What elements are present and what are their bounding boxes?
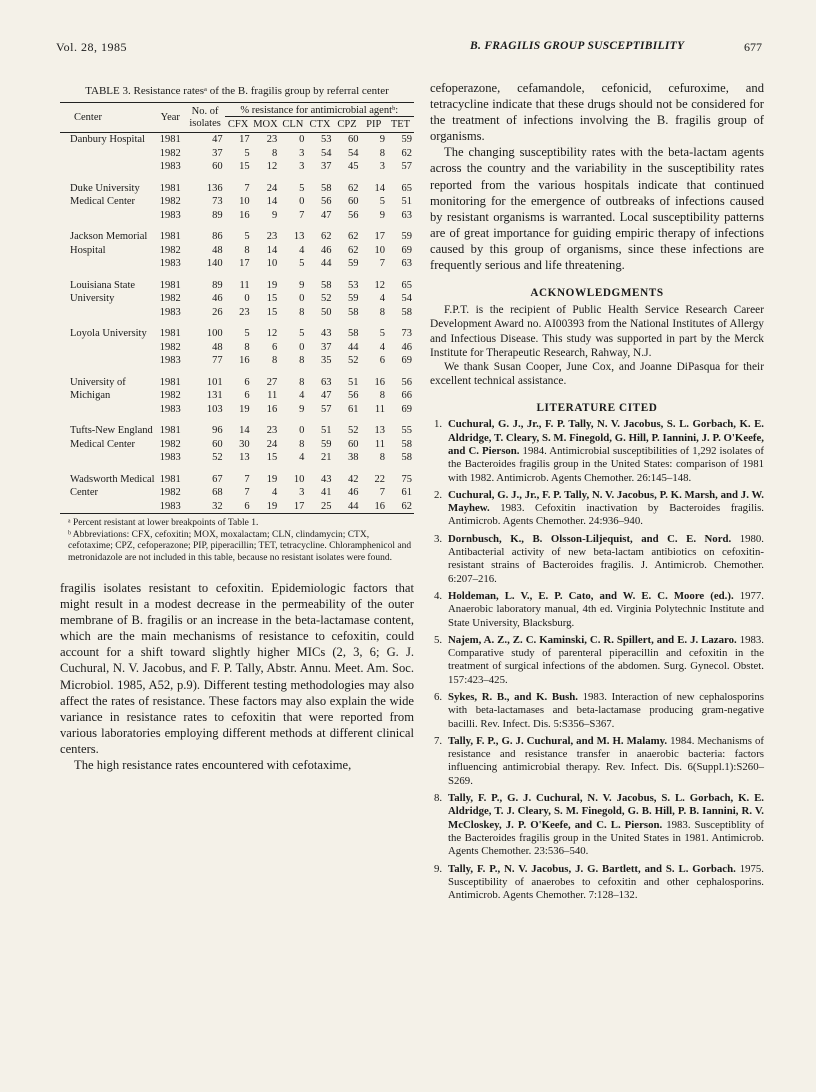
- isolates-cell: 26: [212, 306, 223, 318]
- value-cell: 59: [401, 134, 412, 145]
- year-cell: 1982: [159, 487, 181, 498]
- reference-number: 1.: [434, 418, 443, 431]
- center-name: Jackson Memorial Hospital: [70, 231, 148, 256]
- right-paragraph-2: The changing susceptibility rates with the beta-lactam agents across the country and the variability in the susceptibility rates reported from the various hospitals indicate that continued monitoring for the emergence of outbreaks of infections caused by resistant organisms is warranted. Local susceptibility patterns are of great importance for guiding empiric therapy of infections caused by this group of organisms, since these infections are frequently serious and life threatening.: [430, 145, 764, 273]
- reference-number: 4.: [434, 589, 443, 602]
- value-cell: 58: [321, 182, 332, 194]
- col-spanner: % resistance for antimicrobial agentᵇ:: [225, 103, 414, 117]
- isolates-cell: 136: [206, 182, 223, 194]
- value-cell: 15: [266, 452, 278, 463]
- value-cell: 24: [266, 438, 278, 450]
- value-cell: 16: [239, 355, 250, 366]
- isolates-cell: 48: [212, 244, 223, 256]
- value-cell: 15: [239, 161, 250, 172]
- isolates-cell: 140: [206, 258, 223, 269]
- value-cell: 4: [299, 452, 305, 463]
- value-cell: 10: [266, 258, 278, 269]
- reference-number: 2.: [434, 488, 443, 501]
- year-cell: 1982: [159, 293, 181, 304]
- value-cell: 7: [244, 487, 250, 498]
- value-cell: 63: [401, 258, 412, 269]
- value-cell: 14: [239, 425, 250, 436]
- reference-citation: 1977. Anaerobic laboratory manual, 4th ed. Virginia Polytechnic Institute and State University, Blacksburg.: [448, 589, 764, 629]
- value-cell: 56: [321, 196, 332, 207]
- running-head-volume: Vol. 28, 1985: [56, 40, 127, 54]
- value-cell: 3: [379, 161, 385, 172]
- agent-header-cfx: CFX: [227, 119, 249, 130]
- value-cell: 5: [379, 328, 385, 339]
- value-cell: 62: [401, 147, 412, 159]
- value-cell: 53: [321, 134, 332, 145]
- right-paragraph-1: cefoperazone, cefamandole, cefonicid, cefuroxime, and tetracycline indicate that these drugs should not be considered for the treatment of infections involving the B. fragilis group of organisms.: [430, 81, 764, 144]
- table-row: [60, 376, 414, 390]
- value-cell: 24: [266, 182, 278, 194]
- col-header-year: Year: [160, 112, 180, 123]
- reference-number: 7.: [434, 734, 443, 747]
- agent-header-pip: PIP: [366, 119, 382, 130]
- value-cell: 5: [244, 328, 250, 339]
- reference-item: [430, 691, 764, 731]
- isolates-cell: 47: [212, 134, 223, 145]
- value-cell: 14: [374, 182, 385, 194]
- value-cell: 14: [266, 244, 278, 256]
- value-cell: 3: [299, 161, 305, 172]
- page-number: 677: [744, 40, 762, 54]
- reference-item: [430, 634, 764, 687]
- agent-header-cpz: CPZ: [337, 119, 357, 130]
- value-cell: 60: [348, 134, 359, 145]
- table-caption: TABLE 3. Resistance ratesᵃ of the B. fragilis group by referral center: [85, 85, 389, 97]
- value-cell: 12: [266, 328, 278, 339]
- year-cell: 1982: [159, 438, 181, 450]
- reference-citation: 1983. Cefoxitin inactivation by Bacteroides fragilis. Antimicrob. Agents Chemother. 24:936–940.: [448, 502, 764, 528]
- value-cell: 8: [299, 438, 305, 450]
- isolates-cell: 77: [212, 355, 223, 366]
- year-cell: 1983: [159, 452, 181, 463]
- value-cell: 52: [348, 355, 359, 366]
- value-cell: 4: [299, 390, 305, 401]
- footnote-b: ᵇ Abbreviations: CFX, cefoxitin; MOX, moxalactam; CLN, clindamycin; CTX, cefotaxime; CPZ, cefoperazone; PIP, piperacillin; TET, tetracycline. Chloramphenicol and metronidazole are not included in this table, because no resistant isolates were found.: [68, 529, 412, 563]
- value-cell: 52: [321, 293, 332, 304]
- year-cell: 1981: [159, 231, 181, 242]
- value-cell: 0: [299, 293, 305, 304]
- left-paragraph-2: The high resistance rates encountered with cefotaxime,: [74, 758, 352, 773]
- isolates-cell: 60: [212, 161, 223, 172]
- reference-authors: Cuchural, G. J., Jr., F. P. Tally, N. V. Jacobus, P. K. Marsh, and J. W. Mayhew.: [448, 488, 764, 515]
- value-cell: 23: [266, 425, 278, 436]
- isolates-cell: 52: [212, 452, 223, 463]
- running-head-title: B. FRAGILIS GROUP SUSCEPTIBILITY: [470, 40, 685, 52]
- value-cell: 5: [299, 182, 305, 194]
- reference-item: [430, 533, 764, 586]
- reference-authors: Tally, F. P., G. J. Cuchural, N. V. Jacobus, S. L. Gorbach, K. E. Aldridge, T. J. Cleary, S. M. Finegold, G. B. Hill, P. B. Iannini, R. V. McCloskey, J. P. O'Keefe, and C. L. Pierson.: [448, 792, 764, 831]
- reference-citation: 1975. Susceptibility of anaerobes to cefoxitin and other cephalosporins. Antimicrob. Agents Chemother. 7:128–132.: [448, 862, 764, 902]
- value-cell: 62: [348, 244, 359, 256]
- value-cell: 62: [401, 500, 412, 512]
- isolates-cell: 101: [206, 376, 223, 388]
- value-cell: 3: [299, 147, 305, 159]
- value-cell: 42: [348, 473, 359, 485]
- value-cell: 51: [321, 425, 332, 436]
- value-cell: 23: [266, 134, 278, 145]
- value-cell: 58: [348, 306, 359, 318]
- value-cell: 54: [348, 147, 359, 159]
- value-cell: 8: [299, 355, 305, 366]
- year-cell: 1981: [159, 425, 181, 436]
- value-cell: 62: [321, 231, 332, 242]
- reference-item: [430, 489, 764, 529]
- left-paragraph-1: fragilis isolates resistant to cefoxitin. Epidemiologic factors that might result in a modest decrease in the permeability of the outer membrane of B. fragilis or an increase in the beta-lactamase content, which are the main mechanisms of resistance to cefoxitin, could account for a shift toward slightly higher MICs (2, 3, 6; G. J. Cuchural, N. V. Jacobus, and F. P. Tally, Abstr. Annu. Meet. Am. Soc. Microbiol. 1985, A52, p.9). Different testing methodologies may also affect the rates of resistance. These factors may also explain the wide variance in resistance rates to cefoxitin that were reported from various laboratories employing different methods at different clinical centers.: [60, 581, 414, 756]
- value-cell: 10: [374, 244, 385, 256]
- value-cell: 37: [321, 161, 332, 172]
- value-cell: 4: [379, 341, 385, 353]
- value-cell: 9: [379, 134, 385, 145]
- isolates-cell: 48: [212, 341, 223, 353]
- year-cell: 1983: [159, 209, 181, 221]
- value-cell: 44: [348, 341, 359, 353]
- value-cell: 50: [321, 306, 332, 318]
- value-cell: 0: [299, 134, 305, 145]
- table-row: [60, 327, 414, 341]
- value-cell: 19: [266, 279, 278, 291]
- value-cell: 43: [321, 473, 332, 485]
- year-cell: 1982: [159, 390, 181, 401]
- table-footnotes: [60, 518, 414, 564]
- year-cell: 1981: [159, 376, 181, 388]
- value-cell: 8: [244, 341, 250, 353]
- value-cell: 17: [239, 258, 250, 269]
- value-cell: 65: [401, 279, 412, 291]
- value-cell: 11: [239, 279, 250, 291]
- ack-paragraph-1: F.P.T. is the recipient of Public Health Service Research Career Development Award no. AI00393 from the National Institutes of Allergy and Infectious Disease. This study was supported in part by the Merck Institute for Therapeutic Research, Rahway, N.J.: [430, 304, 764, 359]
- value-cell: 8: [299, 376, 305, 388]
- agent-header-tet: TET: [390, 119, 411, 130]
- value-cell: 56: [348, 209, 359, 221]
- reference-citation: 1984. Antimicrobial susceptibilities of 1,292 isolates of the Bacteroides fragilis group in the United States: comparison of 1981 with 1982. Antimicrob. Agents Chemother. 26:145–148.: [448, 444, 764, 484]
- reference-citation: 1983. Comparative study of parenteral piperacillin and cefoxitin in the treatment of surgical infections of the abdomen. Surg. Gynecol. Obstet. 157:423–425.: [448, 633, 764, 686]
- acknowledgments-heading: ACKNOWLEDGMENTS: [530, 287, 664, 300]
- value-cell: 7: [299, 209, 305, 221]
- value-cell: 65: [401, 182, 412, 194]
- value-cell: 6: [379, 355, 385, 366]
- isolates-cell: 73: [212, 196, 223, 207]
- value-cell: 8: [379, 306, 385, 318]
- value-cell: 30: [239, 438, 250, 450]
- reference-number: 3.: [434, 532, 443, 545]
- value-cell: 9: [379, 209, 385, 221]
- center-name: Duke University Medical Center: [70, 182, 140, 207]
- year-cell: 1981: [159, 328, 181, 339]
- value-cell: 5: [299, 258, 305, 269]
- value-cell: 46: [321, 244, 332, 256]
- reference-item: [430, 792, 764, 858]
- reference-authors: Dornbusch, K., B. Olsson-Liljequist, and C. E. Nord.: [448, 532, 732, 545]
- value-cell: 69: [401, 244, 412, 256]
- value-cell: 6: [271, 341, 278, 353]
- center-name: Loyola University: [70, 328, 147, 339]
- value-cell: 19: [266, 500, 278, 512]
- isolates-cell: 89: [212, 209, 223, 221]
- year-cell: 1981: [159, 279, 181, 291]
- value-cell: 16: [374, 500, 385, 512]
- isolates-cell: 96: [212, 425, 223, 436]
- value-cell: 16: [266, 403, 278, 415]
- year-cell: 1982: [159, 341, 181, 353]
- value-cell: 41: [321, 487, 332, 498]
- value-cell: 58: [401, 438, 412, 450]
- value-cell: 22: [374, 473, 385, 485]
- reference-authors: Tally, F. P., G. J. Cuchural, and M. H. Malamy.: [448, 734, 668, 747]
- value-cell: 51: [401, 196, 412, 207]
- reference-citation: 1984. Mechanisms of resistance and resistance transfer in anaerobic bacteria: factors influencing antimicrobial therapy. Rev. Infect. Dis. 6(Suppl.1):S260–S269.: [448, 734, 764, 787]
- value-cell: 73: [401, 328, 412, 339]
- value-cell: 21: [321, 452, 332, 463]
- year-cell: 1983: [159, 258, 181, 269]
- reference-authors: Holdeman, L. V., E. P. Cato, and W. E. C. Moore (ed.).: [448, 589, 734, 602]
- value-cell: 12: [374, 279, 385, 291]
- col-header-center: Center: [74, 112, 102, 123]
- value-cell: 3: [299, 487, 305, 498]
- value-cell: 58: [348, 328, 359, 339]
- value-cell: 0: [244, 293, 250, 304]
- value-cell: 59: [348, 258, 359, 269]
- resistance-table: [60, 102, 414, 514]
- reference-number: 9.: [434, 862, 443, 875]
- value-cell: 4: [299, 244, 305, 256]
- value-cell: 13: [374, 425, 385, 436]
- value-cell: 19: [239, 403, 250, 415]
- year-cell: 1982: [159, 244, 181, 256]
- value-cell: 46: [401, 341, 412, 353]
- reference-number: 5.: [434, 633, 443, 646]
- year-cell: 1982: [159, 147, 181, 159]
- value-cell: 60: [348, 196, 359, 207]
- isolates-cell: 32: [212, 500, 223, 512]
- value-cell: 15: [266, 293, 278, 304]
- isolates-cell: 86: [212, 231, 223, 242]
- value-cell: 4: [379, 293, 385, 304]
- value-cell: 62: [348, 182, 359, 194]
- table-row: [60, 182, 414, 196]
- value-cell: 4: [271, 487, 278, 498]
- value-cell: 57: [321, 403, 332, 415]
- value-cell: 55: [401, 425, 412, 436]
- reference-citation: 1983. Interaction of new cephalosporins with beta-lactamases and beta-lactamase producing gram-negative bacilli. Rev. Infect. Dis. 5:S356–S367.: [448, 690, 764, 730]
- value-cell: 23: [239, 306, 250, 318]
- isolates-cell: 131: [206, 390, 223, 401]
- value-cell: 47: [321, 209, 332, 221]
- center-name: Louisiana State University: [70, 279, 136, 304]
- reference-authors: Najem, A. Z., Z. C. Kaminski, C. R. Spillert, and E. J. Lazaro.: [448, 633, 737, 646]
- value-cell: 61: [348, 403, 359, 415]
- isolates-cell: 68: [212, 487, 223, 498]
- isolates-cell: 89: [212, 279, 223, 291]
- value-cell: 5: [244, 231, 250, 242]
- value-cell: 58: [401, 452, 412, 463]
- value-cell: 69: [401, 355, 412, 366]
- value-cell: 23: [266, 231, 278, 242]
- value-cell: 5: [244, 147, 250, 159]
- year-cell: 1981: [159, 473, 181, 485]
- value-cell: 8: [244, 244, 250, 256]
- value-cell: 16: [374, 376, 385, 388]
- value-cell: 66: [401, 390, 412, 401]
- value-cell: 52: [348, 425, 359, 436]
- value-cell: 27: [266, 376, 278, 388]
- agent-header-ctx: CTX: [309, 119, 331, 130]
- value-cell: 8: [379, 452, 385, 463]
- center-name: University of Michigan: [70, 376, 126, 401]
- value-cell: 7: [379, 258, 385, 269]
- isolates-cell: 37: [212, 147, 223, 159]
- year-cell: 1982: [159, 196, 181, 207]
- agent-header-mox: MOX: [253, 119, 278, 130]
- value-cell: 62: [348, 231, 359, 242]
- value-cell: 5: [379, 196, 385, 207]
- value-cell: 10: [239, 196, 250, 207]
- value-cell: 8: [379, 390, 385, 401]
- table-row: [60, 473, 414, 487]
- value-cell: 16: [239, 209, 250, 221]
- value-cell: 54: [401, 293, 412, 304]
- value-cell: 56: [401, 376, 412, 388]
- value-cell: 0: [299, 425, 305, 436]
- value-cell: 6: [244, 500, 250, 512]
- value-cell: 13: [239, 452, 250, 463]
- value-cell: 11: [267, 390, 278, 401]
- value-cell: 60: [348, 438, 359, 450]
- literature-cited-heading: LITERATURE CITED: [536, 402, 658, 415]
- value-cell: 10: [293, 473, 305, 485]
- reference-item: [430, 863, 764, 903]
- value-cell: 59: [348, 293, 359, 304]
- value-cell: 17: [239, 134, 250, 145]
- reference-authors: Tally, F. P., N. V. Jacobus, J. G. Bartlett, and S. L. Gorbach.: [448, 862, 736, 875]
- reference-item: [430, 735, 764, 788]
- value-cell: 17: [374, 231, 385, 242]
- value-cell: 35: [321, 355, 332, 366]
- value-cell: 57: [401, 161, 412, 172]
- center-name: Tufts-New England Medical Center: [70, 425, 153, 450]
- value-cell: 8: [271, 355, 278, 366]
- center-name: Wadsworth Medical Center: [70, 473, 155, 498]
- year-cell: 1981: [159, 182, 181, 194]
- value-cell: 11: [374, 438, 385, 450]
- reference-authors: Cuchural, G. J., Jr., F. P. Tally, N. V. Jacobus, S. L. Gorbach, K. E. Aldridge, T. Cleary, S. M. Finegold, G. Hill, P. Iannini, J. P. O'Keefe, and C. Pierson.: [448, 418, 764, 457]
- table-row: [60, 230, 414, 244]
- value-cell: 6: [244, 376, 250, 388]
- value-cell: 44: [321, 258, 332, 269]
- value-cell: 0: [299, 196, 305, 207]
- value-cell: 0: [299, 341, 305, 353]
- value-cell: 8: [271, 147, 278, 159]
- table-row: [60, 133, 414, 147]
- value-cell: 54: [321, 147, 332, 159]
- table-row: [60, 424, 414, 438]
- value-cell: 12: [266, 161, 278, 172]
- reference-number: 6.: [434, 690, 443, 703]
- value-cell: 75: [401, 473, 412, 485]
- value-cell: 19: [266, 473, 278, 485]
- col-header-isolates: No. of isolates: [189, 105, 221, 129]
- value-cell: 61: [401, 487, 412, 498]
- isolates-cell: 100: [206, 328, 223, 339]
- value-cell: 9: [299, 403, 305, 415]
- value-cell: 63: [401, 209, 412, 221]
- value-cell: 38: [348, 452, 359, 463]
- value-cell: 45: [348, 161, 359, 172]
- value-cell: 53: [348, 279, 359, 291]
- footnote-a: ᵃ Percent resistant at lower breakpoints of Table 1.: [68, 518, 259, 528]
- value-cell: 6: [244, 390, 250, 401]
- year-cell: 1983: [159, 500, 181, 512]
- value-cell: 14: [266, 196, 278, 207]
- value-cell: 17: [293, 500, 305, 512]
- reference-number: 8.: [434, 792, 443, 805]
- value-cell: 46: [348, 487, 359, 498]
- isolates-cell: 60: [212, 438, 223, 450]
- value-cell: 25: [321, 500, 332, 512]
- year-cell: 1983: [159, 306, 181, 318]
- value-cell: 43: [321, 328, 332, 339]
- table-row: [60, 279, 414, 293]
- value-cell: 37: [321, 341, 332, 353]
- value-cell: 9: [271, 209, 278, 221]
- reference-item: [430, 590, 764, 630]
- value-cell: 51: [348, 376, 359, 388]
- isolates-cell: 46: [212, 293, 223, 304]
- reference-authors: Sykes, R. B., and K. Bush.: [448, 690, 578, 703]
- value-cell: 59: [321, 438, 332, 450]
- value-cell: 7: [244, 182, 250, 194]
- year-cell: 1981: [159, 134, 181, 145]
- value-cell: 56: [348, 390, 359, 401]
- value-cell: 7: [379, 487, 385, 498]
- value-cell: 8: [299, 306, 305, 318]
- isolates-cell: 103: [206, 403, 223, 415]
- reference-list: [430, 418, 764, 902]
- left-column: [60, 84, 414, 773]
- agent-header-cln: CLN: [282, 119, 304, 130]
- value-cell: 8: [379, 147, 385, 159]
- value-cell: 15: [266, 306, 278, 318]
- value-cell: 11: [374, 403, 385, 415]
- year-cell: 1983: [159, 355, 181, 366]
- value-cell: 5: [299, 328, 305, 339]
- reference-citation: 1983. Susceptiblity of the Bacteroides fragilis group in the United States in 1981. Antimicrob. Agents Chemother. 23:536–540.: [448, 818, 764, 858]
- reference-item: [430, 418, 764, 484]
- ack-paragraph-2: We thank Susan Cooper, June Cox, and Joanne DiPasqua for their excellent technical assistance.: [430, 360, 764, 388]
- value-cell: 58: [321, 279, 332, 291]
- value-cell: 47: [321, 390, 332, 401]
- center-name: Danbury Hospital: [70, 134, 145, 145]
- right-column: [430, 80, 764, 906]
- value-cell: 58: [401, 306, 412, 318]
- year-cell: 1983: [159, 161, 181, 172]
- year-cell: 1983: [159, 403, 181, 415]
- isolates-cell: 67: [212, 473, 223, 485]
- value-cell: 9: [299, 279, 305, 291]
- value-cell: 13: [293, 231, 305, 242]
- value-cell: 63: [321, 376, 332, 388]
- value-cell: 44: [348, 500, 359, 512]
- value-cell: 59: [401, 231, 412, 242]
- value-cell: 7: [244, 473, 250, 485]
- value-cell: 69: [401, 403, 412, 415]
- reference-citation: 1980. Antibacterial activity of new beta-lactam antibiotics on cefoxitin-resistant strains of Bacteroides fragilis. J. Antimicrob. Chemother. 6:207–216.: [448, 532, 764, 585]
